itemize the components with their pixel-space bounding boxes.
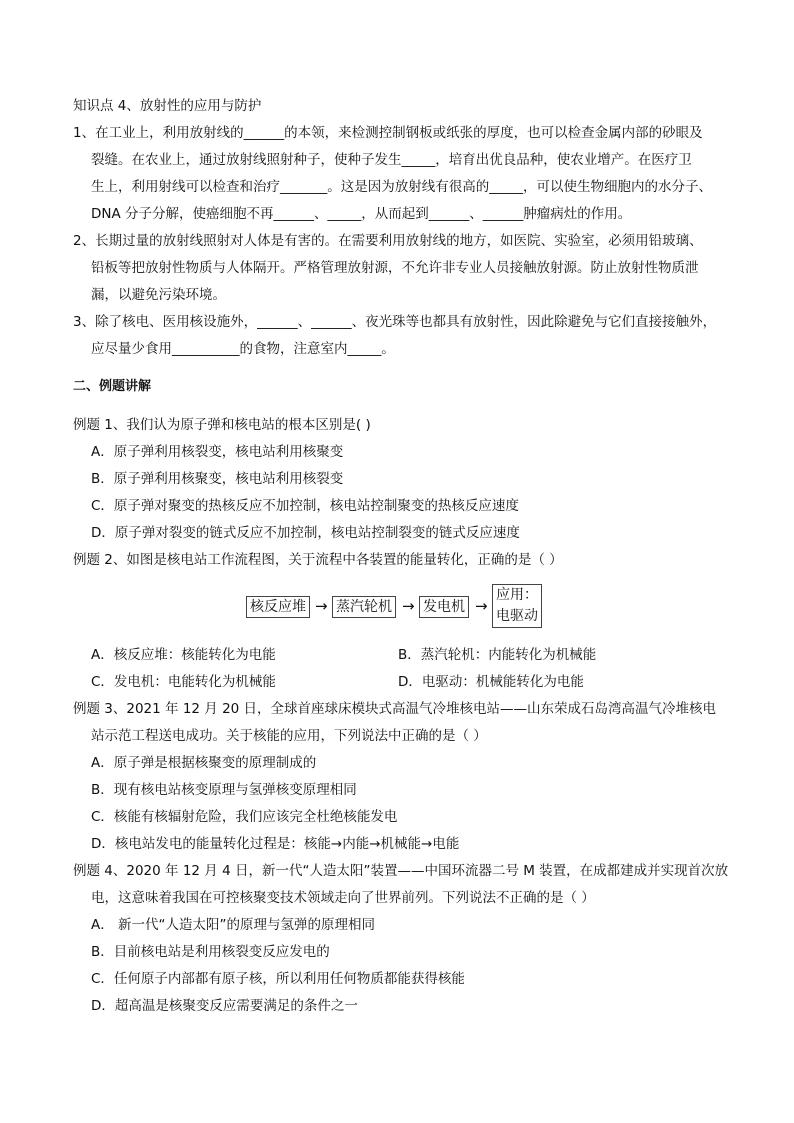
p1-line-1: 1、在工业上，利用放射线的______的本领，来检测控制钢板或纸张的厚度，也可以检查金属内部的砂眼及: [73, 125, 703, 141]
ex2-option-c: C．发电机：电能转化为机械能: [91, 674, 276, 690]
p1-line-3: 生上，利用射线可以检查和治疗_______。这是因为放射线有很高的_____，可以使生物细胞内的水分子、: [91, 179, 712, 195]
ex2-option-b: B．蒸汽轮机：内能转化为机械能: [398, 647, 597, 663]
ex3-option-a: A．原子弹是根据核聚变的原理制成的: [91, 755, 317, 771]
ex1-stem: 例题 1、我们认为原子弹和核电站的根本区别是( ): [73, 417, 371, 433]
ex4-option-b: B．目前核电站是利用核裂变反应发电的: [91, 944, 330, 960]
ex4-stem-line-1: 例题 4、2020 年 12 月 4 日，新一代“人造太阳”装置——中国环流器二号 M 装置，在成都建成并实现首次放: [73, 863, 729, 879]
ex3-option-b: B．现有核电站核变原理与氢弹核变原理相同: [91, 782, 357, 798]
ex2-option-d: D．电驱动：机械能转化为电能: [398, 674, 584, 690]
ex4-option-a: A． 新一代“人造太阳”的原理与氢弹的原理相同: [91, 917, 376, 933]
ex1-option-b: B．原子弹利用核聚变，核电站利用核裂变: [91, 471, 344, 487]
p3-line-1: 3、除了核电、医用核设施外，______、______、夜光珠等也都具有放射性，因此除避免与它们直接接触外，: [73, 314, 717, 330]
ex4-option-d: D．超高温是核聚变反应需要满足的条件之一: [91, 998, 358, 1014]
ex1-option-c: C．原子弹对聚变的热核反应不加控制，核电站控制聚变的热核反应速度: [91, 498, 519, 514]
p2-line-2: 铅板等把放射性物质与人体隔开。严格管理放射源，不允许非专业人员接触放射源。防止放射性物质泄: [91, 260, 699, 276]
ex1-option-d: D．原子弹对裂变的链式反应不加控制，核电站控制裂变的链式反应速度: [91, 525, 520, 541]
section-2-title: 二、例题讲解: [73, 379, 152, 394]
ex3-stem-line-2: 站示范工程送电成功。关于核能的应用，下列说法中正确的是（ ）: [91, 728, 487, 744]
p1-line-4: DNA 分子分解，使癌细胞不再______、_____，从而起到______、______肿瘤病灶的作用。: [91, 206, 632, 222]
p3-line-2: 应尽量少食用__________的食物，注意室内_____。: [91, 341, 395, 357]
flow-box-generator: 发电机: [419, 596, 469, 618]
flow-box-application-line-1: 应用：: [496, 587, 538, 603]
ex1-option-a: A．原子弹利用核裂变，核电站利用核聚变: [91, 444, 344, 460]
ex3-option-d: D．核电站发电的能量转化过程是：核能→内能→机械能→电能: [91, 836, 460, 852]
p2-line-1: 2、长期过量的放射线照射对人体是有害的。在需要利用放射线的地方，如医院、实验室，必须用铅玻璃、: [73, 233, 703, 249]
flow-arrow-icon: →: [475, 597, 488, 615]
flow-box-steam-turbine: 蒸汽轮机: [332, 596, 396, 618]
ex2-option-a: A．核反应堆：核能转化为电能: [91, 647, 276, 663]
flow-arrow-icon: →: [315, 597, 328, 615]
flow-box-reactor: 核反应堆: [246, 596, 310, 618]
ex2-stem: 例题 2、如图是核电站工作流程图，关于流程中各装置的能量转化，正确的是（ ）: [73, 552, 563, 568]
ex4-stem-line-2: 电，这意味着我国在可控核聚变技术领域走向了世界前列。下列说法不正确的是（ ）: [91, 890, 595, 906]
flow-box-application: [492, 584, 542, 628]
p2-line-3: 漏，以避免污染环境。: [91, 287, 226, 303]
ex4-option-c: C．任何原子内部都有原子核，所以利用任何物质都能获得核能: [91, 971, 465, 987]
flow-arrow-icon: →: [402, 597, 415, 615]
p1-line-2: 裂缝。在农业上，通过放射线照射种子，使种子发生_____，培育出优良品种，使农业增产。在医疗卫: [91, 152, 692, 168]
flow-box-application-line-2: 电驱动: [496, 608, 538, 624]
section-4-title: 知识点 4、放射性的应用与防护: [73, 98, 262, 114]
ex3-option-c: C．核能有核辐射危险，我们应该完全杜绝核能发电: [91, 809, 398, 825]
ex3-stem-line-1: 例题 3、2021 年 12 月 20 日，全球首座球床模块式高温气冷堆核电站——山东荣成石岛湾高温气冷堆核电: [73, 701, 717, 717]
